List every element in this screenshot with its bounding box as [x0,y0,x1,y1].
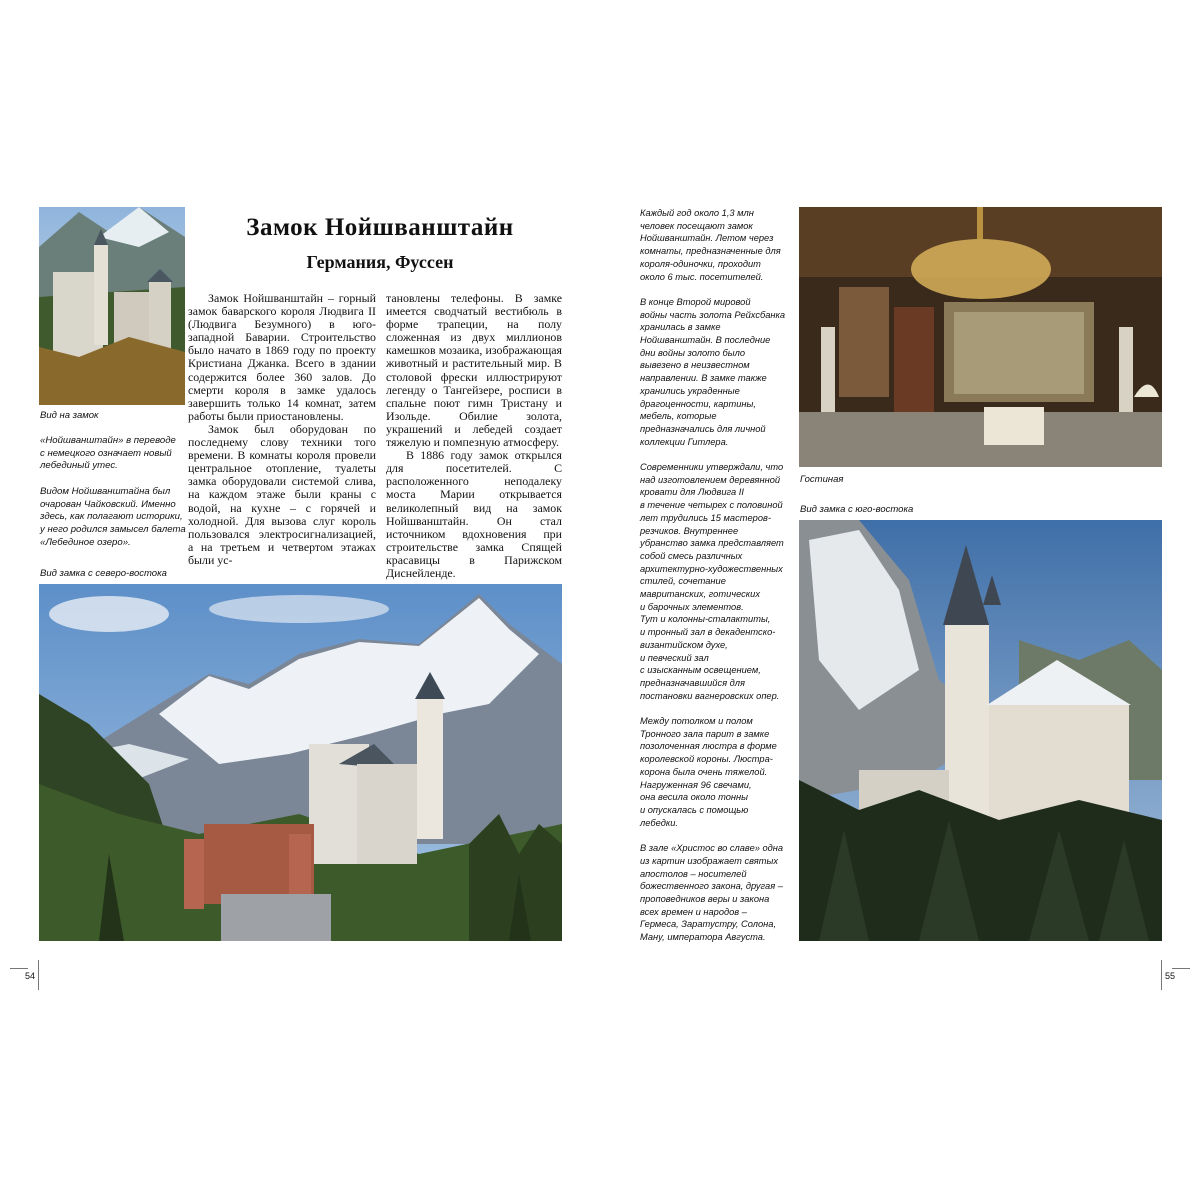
caption-southeast: Вид замка с юго-востока [800,504,914,515]
left-note-1: «Нойшванштайн» в переводе с немецкого означает новый лебединый утес. [40,435,176,472]
left-notes [40,435,190,562]
castle-northeast-photo [39,584,562,941]
body-paragraph: тановлены телефоны. В замке имеется сводчатый вестибюль в форме трапеции, на полу сложенная из двух миллионов камешков мозаика, изображающая животный и растительный мир. В столовой фрески иллюстрируют легенду о Тангейзере, росписи в спальне поют гимн Тристану и Изольде. Обилие золота, украшений и лебедей создает тяжелую и помпезную атмосферу. [386,291,562,450]
right-note-1: Каждый год около 1,3 млн человек посещают замок Нойшванштайн. Летом через комнаты, предназначенные для короля-одиночки, проходит около 6 тыс. посетителей. [640,208,781,282]
crop-mark [38,960,39,990]
right-note-2: В конце Второй мировой войны часть золота Рейхсбанка хранилась в замке Нойшванштайн. В последние дни войны золото было вывезено в неизвестном направлении. В замке также хранились украденные драгоценности, картины, мебель, которые предназначались для личной коллекции Гитлера. [640,296,786,447]
page-number-left: 54 [25,971,36,981]
caption-living-room: Гостиная [800,474,844,485]
right-notes [640,207,790,956]
crop-mark [1161,960,1162,990]
body-column-1 [188,292,376,567]
body-paragraph: В 1886 году замок открылся для посетителей. С расположенного неподалеку моста Марии открывается великолепный вид на замок Нойшванштайн. Он стал источником вдохновения при строительстве замка Спящей красавицы в Парижском Диснейленде. [386,448,562,580]
page-number-right: 55 [1165,971,1176,981]
crop-mark [1172,968,1190,969]
caption-northeast: Вид замка с северо-востока [40,568,167,579]
page-title: Замок Нойшванштайн [246,214,514,241]
right-note-4: Между потолком и полом Тронного зала парит в замке позолоченная люстра в форме королевской короны. Люстра- корона была очень тяжелой. Нагруженная 96 свечами, она весила около тонны и опускалась с помощью лебедки. [640,716,777,828]
body-paragraph: Замок Нойшванштайн – горный замок баварского короля Людвига II (Людвига Безумного) в юго-западной Баварии. Строительство было начато в 1869 году по проекту Кристиана Джанка. Всего в здании содержится более 360 залов. До смерти короля в замке удалось завершить только 14 комнат, затем работы были приостановлены. [188,291,376,423]
castle-view-photo [39,207,185,405]
left-note-2: Видом Нойшванштайна был очарован Чайковский. Именно здесь, как полагают историки, у него родился замысел балета «Лебединое озеро». [40,485,186,548]
crop-mark [10,968,28,969]
caption-castle-view: Вид на замок [40,410,99,421]
living-room-photo [799,207,1162,467]
right-note-5: В зале «Христос во славе» одна из картин изображает святых апостолов – носителей божественного закона, другая – проповедников веры и закона всех времен и народов – Гермеса, Заратустру, Солона, Ману, императора Августа. [640,843,784,943]
right-note-3: Современники утверждали, что над изготовлением деревянной кровати для Людвига II в течение четырех с половиной лет трудились 15 мастеров- резчиков. Внутреннее убранство замка представляет собой смесь различных архитектурно-художественных стилей, сочетание мавританских, готических и барочных элементов. Тут и колонны-сталактиты, и тронный зал в декадентско- византийском духе, и певческий зал с изысканным освещением, предназначавшийся для постановки вагнеровских опер. [640,462,784,701]
page-subtitle: Германия, Фуссен [306,252,454,272]
body-paragraph: Замок был оборудован по последнему слову техники того времени. В комнаты короля провели центральное отопление, туалеты замка оборудовали системой слива, на каждом этаже были краны с водой, на кухне – с горячей и холодной. Для вызова слуг король пользовался электросигнализацией, а на третьем и четвертом этажах были ус- [188,421,376,567]
castle-southeast-photo [799,520,1162,941]
body-column-2 [386,292,562,580]
